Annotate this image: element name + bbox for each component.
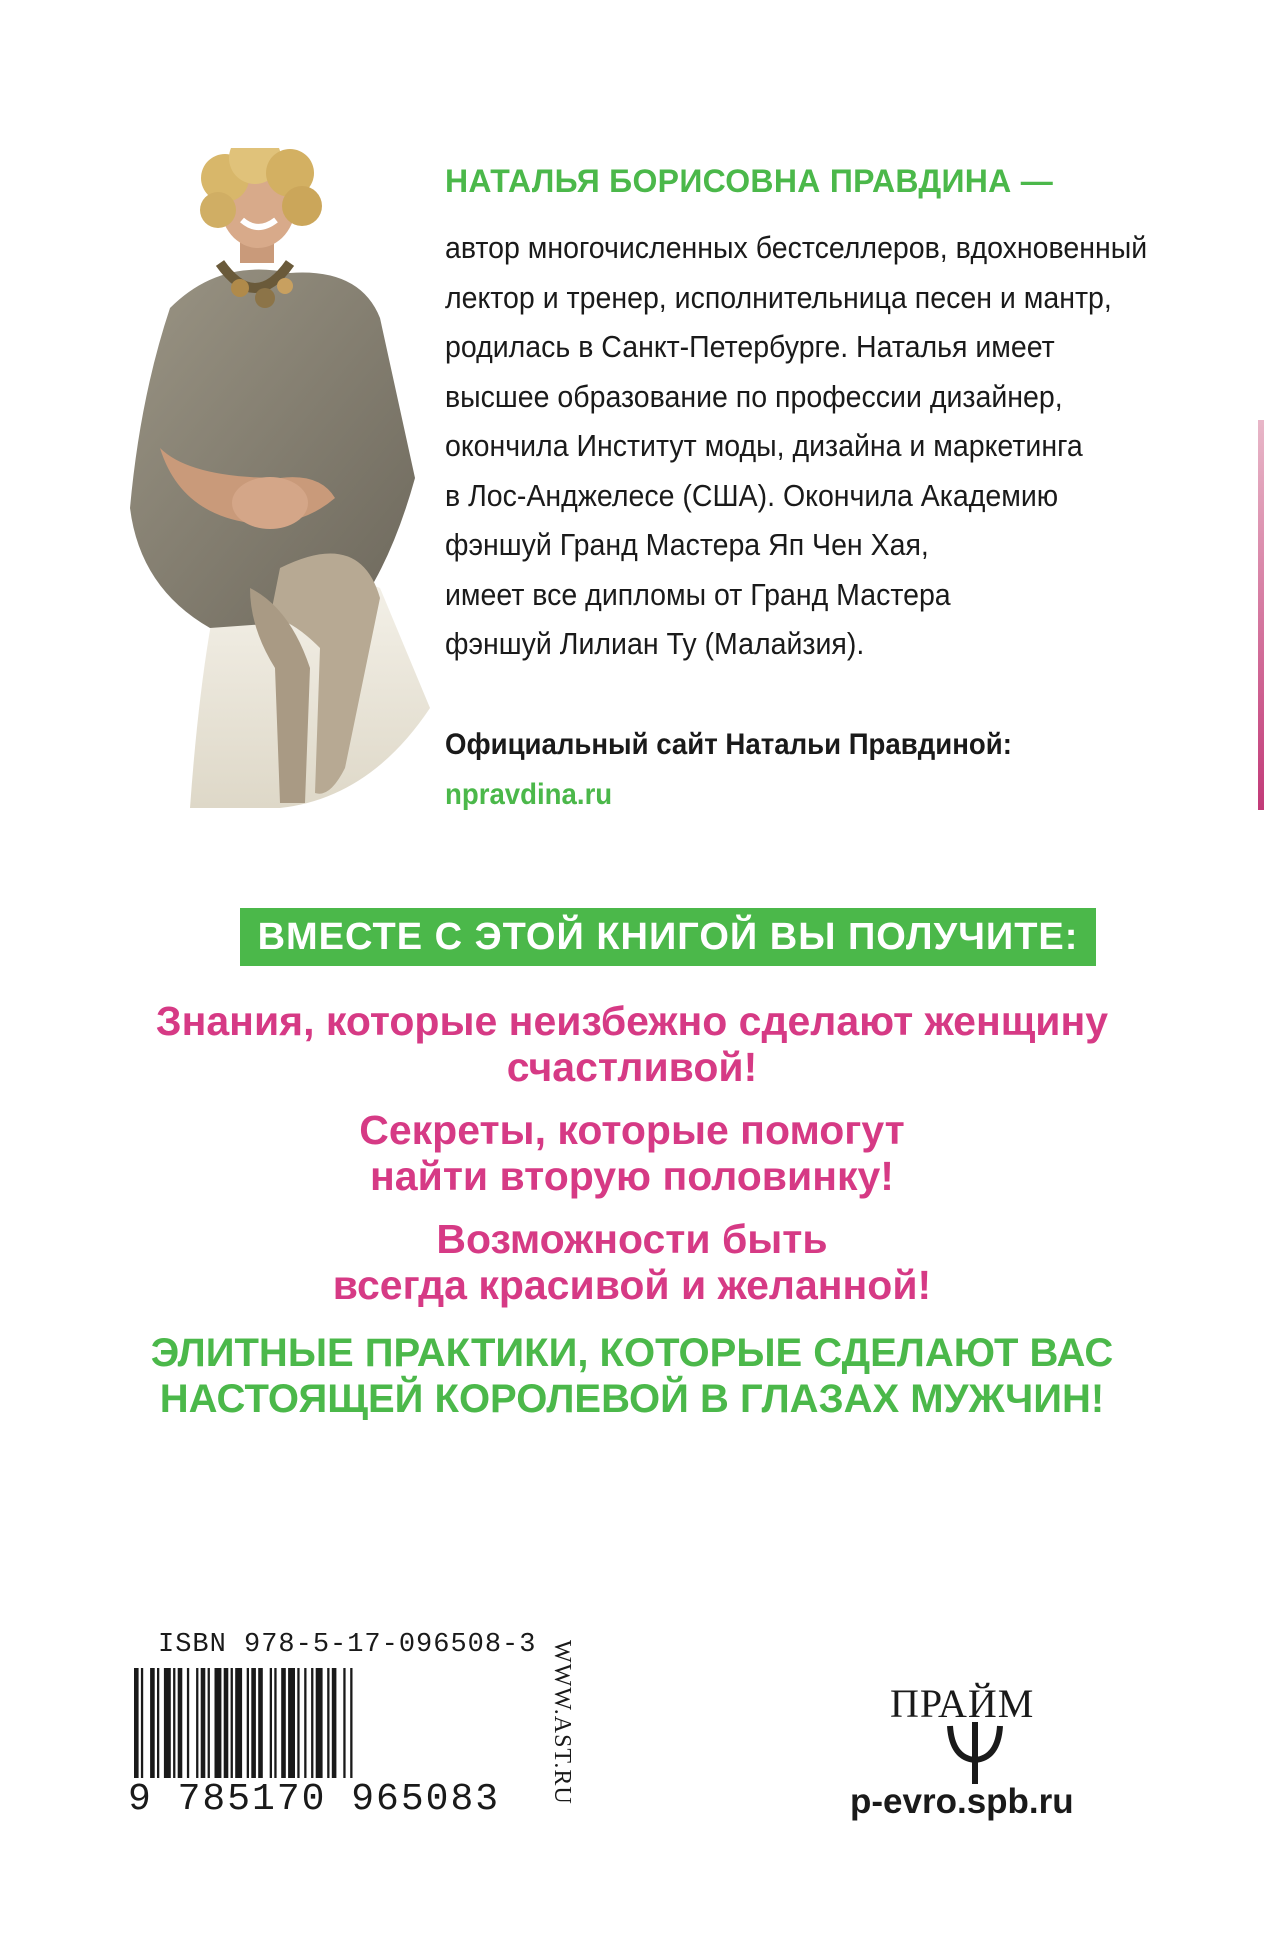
- author-photo: [130, 148, 430, 808]
- benefit-line: найти вторую половинку!: [370, 1153, 894, 1199]
- barcode-bar: [134, 1668, 139, 1778]
- benefit-beauty: [132, 1216, 1132, 1308]
- barcode-bar: [201, 1668, 206, 1778]
- barcode-bar: [178, 1668, 183, 1778]
- barcode-bar: [247, 1668, 249, 1778]
- barcode-bar: [258, 1668, 263, 1778]
- barcode-bar: [196, 1668, 198, 1778]
- barcode-bar: [231, 1668, 233, 1778]
- barcode-bar: [274, 1668, 276, 1778]
- barcode-bar: [343, 1668, 345, 1778]
- publisher-name: ПРАЙМ: [890, 1681, 1035, 1726]
- bio-line: имеет все дипломы от Гранд Мастера: [445, 576, 951, 612]
- benefit-line: всегда красивой и желанной!: [332, 1262, 932, 1308]
- barcode-bar: [251, 1668, 256, 1778]
- barcode-bar: [297, 1668, 299, 1778]
- bio-line: окончила Институт моды, дизайна и маркетинга: [445, 428, 1083, 463]
- benefit-elite-practices: [132, 1330, 1132, 1422]
- bio-line: в Лос-Анджелесе (США). Окончила Академию: [445, 477, 1059, 513]
- benefits-banner: ВМЕСТЕ С ЭТОЙ КНИГОЙ ВЫ ПОЛУЧИТЕ:: [240, 908, 1096, 966]
- benefit-line: Знания, которые неизбежно сделают женщину: [155, 998, 1109, 1044]
- official-site-link[interactable]: npravdina.ru: [445, 778, 613, 811]
- bio-line: автор многочисленных бестселлеров, вдохновенный: [445, 230, 1148, 265]
- benefit-knowledge: [132, 998, 1132, 1090]
- barcode-bar: [316, 1668, 323, 1778]
- barcode-bar: [288, 1668, 295, 1778]
- barcode-bar: [157, 1668, 159, 1778]
- barcode-bar: [270, 1668, 272, 1778]
- barcode-bar: [164, 1668, 171, 1778]
- publisher-website[interactable]: p-evro.spb.ru: [850, 1782, 1074, 1821]
- barcode-bar: [187, 1668, 189, 1778]
- benefit-line: Возможности быть: [436, 1216, 828, 1262]
- barcode-bar: [224, 1668, 229, 1778]
- barcode-digits: 9 785170 965083: [128, 1778, 501, 1821]
- barcode-bar: [215, 1668, 222, 1778]
- cover-edge-stripe: [1258, 420, 1264, 810]
- bio-line: фэншуй Лилиан Ту (Малайзия).: [445, 626, 865, 661]
- barcode-bar: [311, 1668, 313, 1778]
- benefit-secrets: [132, 1107, 1132, 1199]
- author-name: НАТАЛЬЯ БОРИСОВНА ПРАВДИНА —: [445, 163, 1054, 199]
- barcode-bar: [281, 1668, 286, 1778]
- bio-line: фэншуй Гранд Мастера Яп Чен Хая,: [445, 527, 929, 562]
- bio-line: родилась в Санкт-Петербурге. Наталья имеет: [445, 329, 1055, 364]
- psi-logo-icon: [940, 1718, 1010, 1788]
- barcode: [130, 1668, 520, 1778]
- barcode-bar: [141, 1668, 143, 1778]
- barcode-bar: [150, 1668, 155, 1778]
- ast-website: WWW.AST.RU: [549, 1640, 575, 1805]
- isbn-number: ISBN 978-5-17-096508-3: [158, 1630, 537, 1660]
- benefit-line: НАСТОЯЩЕЙ КОРОЛЕВОЙ В ГЛАЗАХ МУЖЧИН!: [159, 1377, 1105, 1421]
- barcode-bar: [235, 1668, 242, 1778]
- barcode-bar: [350, 1668, 352, 1778]
- bio-line: лектор и тренер, исполнительница песен и мантр,: [445, 279, 1112, 315]
- benefit-line: Секреты, которые помогут: [359, 1107, 905, 1153]
- barcode-bar: [332, 1668, 337, 1778]
- barcode-bar: [327, 1668, 329, 1778]
- bio-line: высшее образование по профессии дизайнер,: [445, 378, 1063, 414]
- author-bio: [445, 223, 1148, 669]
- benefit-line: ЭЛИТНЫЕ ПРАКТИКИ, КОТОРЫЕ СДЕЛАЮТ ВАС: [150, 1331, 1114, 1375]
- official-site-label: Официальный сайт Натальи Правдиной:: [445, 728, 1012, 761]
- barcode-bar: [304, 1668, 306, 1778]
- barcode-bar: [208, 1668, 210, 1778]
- barcode-bar: [173, 1668, 175, 1778]
- benefit-line: счастливой!: [506, 1044, 758, 1090]
